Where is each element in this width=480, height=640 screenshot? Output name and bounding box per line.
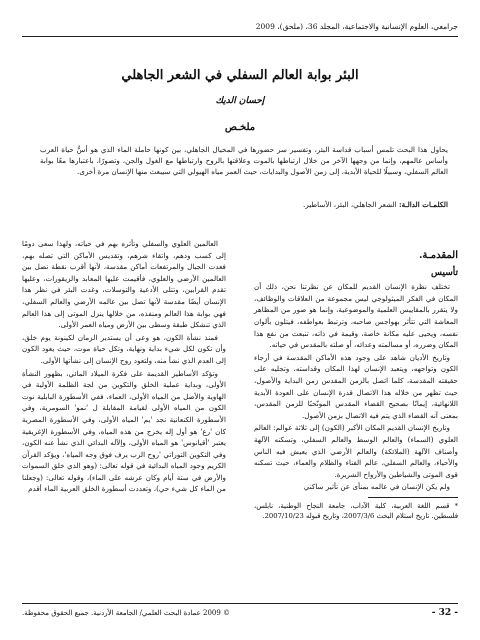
keywords-value: الشعر الجاهلي، البئر، الأساطير. <box>303 200 397 209</box>
author-name: إحسان الديك <box>215 96 265 106</box>
footer-rule <box>22 603 458 604</box>
keywords-label: الكلمـات الدالـة: <box>398 200 448 209</box>
paragraph: تختلف نظرة الإنسان القديم للمكان عن نظرتنا نحن، ذلك أن المكان في الفكر الميثولوجي ليس مجموعة من العلاقات والوظائف، ولا يتقرر بالمقاييس العلمية والموضوعية، وإنما هو صور من المظاهر المعاشة التي تتأثر بهواجس صاحبه، وترتبط بعواطفه، فيتلون بألوان نفسه، ويحيى عليه مكانة خاصة، وقيمة في ذاته، تنبعث من نفع هذا المكان وضرره، أو مسالمته وعدائه، أو صلته بالمقدس في حياته. <box>254 282 458 350</box>
paragraph: وتؤكد الأساطير القديمة على فكرة الميلاد المائي، بظهور النشأة الأولى، وبداية عملية الخلق والتكوين من لجة الظلمة الأولية في الهاوية والأصل من المياه الأولى، العماء، ففي الأسطورة البابلية نوت الكون من المياه الأولى لقيامة المقابلة ل 'نمو' السومرية، وفي الأسطورة الكنعانية نجد 'يم' المياه الأولى، وفي الأسطورة المصرية كان 'رع' هو أول إله يخرج من هذه المياه، وفي الأسطورة الإغريقية يعتبر 'أقيانوس' هو المياه الأولى، وإلآله البدائي الذي نشأ عنه الكون، وفي التكوين التوراتي 'روح الرب يرف فوق وجه المياه'، ويؤكد القرآن الكريم وجود المياه البدائية في قوله تعالى: (وهو الذي خلق السموات والأرض في ستة أيام وكان عرشه على الماء)، وقوله تعالى: (وجعلنا من الماء كل شيء حي)، وتعددت أسطورة الخلق العربية الماء أقدم <box>22 368 226 494</box>
paragraph: ولم يكن الإنسان في عالمه بمنأى عن تأثير ساكني <box>303 482 450 492</box>
paragraph: العالمين العلوي والسفلي وتأثره بهم في حياته، ولهذا سعى دومًا إلى كسب ودهم، واتقاء شرهم، وتقديس الأماكن التي تصله بهم، فعدت الجبال والمرتفعات أماكن مقدسة، لأنها أقرب نقطة تصل بين العالمين الأرضي والعلوي، فأقيمت عليها المعابد والزيقورات، وعليها تقدم القرابين، وتتلى الأدعية والتوسلات، وغدت البئر في نظر هذا الإنسان أيضًا مقدسة لأنها تصل بين عالمه الأرضي والعالم السفلي، فهي بوابة هذا العالم ومنفذه، من خلالها ينزل الموتى إلى هذا العالم الذي تنشكل طبقة وسطى بين الأرض ومياه العمر الأولى. <box>22 239 226 330</box>
paragraph: فمنذ نشأة الكون، هو وعى أن يستدير الزمان لكينونة يوم خلق، وأن تكون لكل شيء بداية ونهاية، وتكل حياة موت، حيث يعود الكون إلى العدم الذي نشأ منه، ولتعود روح الإنسان إلى نشأتها الأولى. <box>22 332 226 365</box>
section-heading: المقدمـة. <box>418 250 458 261</box>
page-number: - 32 - <box>431 608 458 618</box>
paragraph: وتاريخ الإنسان القديم المكان الأكبر (الكون) إلى ثلاثة عوالم: العالم العلوي (السماء) والعالم الوسط والعالم السفلي، وتسكنه الآلهة وأصناف الآلهة (الملائكة) والعالم الأرضي الذي يعيش فيه الناس والأحياء، والعالم السفلي، عالم الفناء والظلام والعماء، حيث تسكنه قوى الموتى والشياطين والأرواح الشريرة. <box>254 423 458 479</box>
left-column <box>22 238 226 496</box>
running-head: جرامعي، العلوم الإنسانية والاجتماعية، المجلد 36، (ملحق)، 2009 <box>255 22 458 31</box>
page-footer <box>22 608 458 618</box>
paper-title: البئر بوابة العالم السفلي في الشعر الجاهلي <box>121 68 359 83</box>
footnote: * قسم اللغة العربية، كلية الآداب، جامعة النجاح الوطنية، نابلس، فلسطين. تاريخ استلام البحث 2007/3/6، وتاريخ قبوله 2007/10/23. <box>254 501 458 520</box>
header-rule <box>22 36 458 37</box>
paragraph: وتاريخ الأديان شاهد على وجود هذه الأماكن المقدسة في أرجاء الكون وتواجهه، ويتعبد الإنسان لهذا المكان وقداسته، وتجليه على حقيقته المقدسة، كلما اتصل بالزمن المقدس زمن البداية والأصول، حيث تظهر من خلاله هذا الاتصال قدرة الإنسان على العودة الأبدية اللانهائية، إيمانًا بصحيح القضاء المقدس المونّحبًا للزمن المقدس، بمعنى آنه القضاء الذي يتم فيه الاتصال بزمن الأصول. <box>254 352 458 420</box>
abstract-heading: ملخـص <box>224 122 256 133</box>
right-column <box>254 250 458 521</box>
keywords-line <box>40 200 448 209</box>
abstract-text: يحاول هذا البحث تلمس أسباب قداسة البئر، وتفسير سر حضورها في المخيال الجاهلي، بين كونها حاملة الماء الذي هو أسُّ حياة العرب وأساس عالمهم، وإنما من وجهها الآخر من خلال ارتباطها بالموت وعلاقتها بالروح وارتباطها مع الغول والجن، وتصورًا، باعتبارها معًا بوابة العالم السفلي، وسبيلًا للحياة الأبدية، إلى زمن الأصول والبدايات، حيث العمر مياه الهيولي التي سيبعث منها الإنسان مرة أخرى. <box>40 145 448 177</box>
subsection-heading: تأسيس <box>431 267 458 278</box>
copyright: © 2009 عمادة البحث العلمي/ الجامعة الأردنية. جميع الحقوق محفوظة. <box>22 609 231 617</box>
footnote-rule <box>368 497 458 498</box>
